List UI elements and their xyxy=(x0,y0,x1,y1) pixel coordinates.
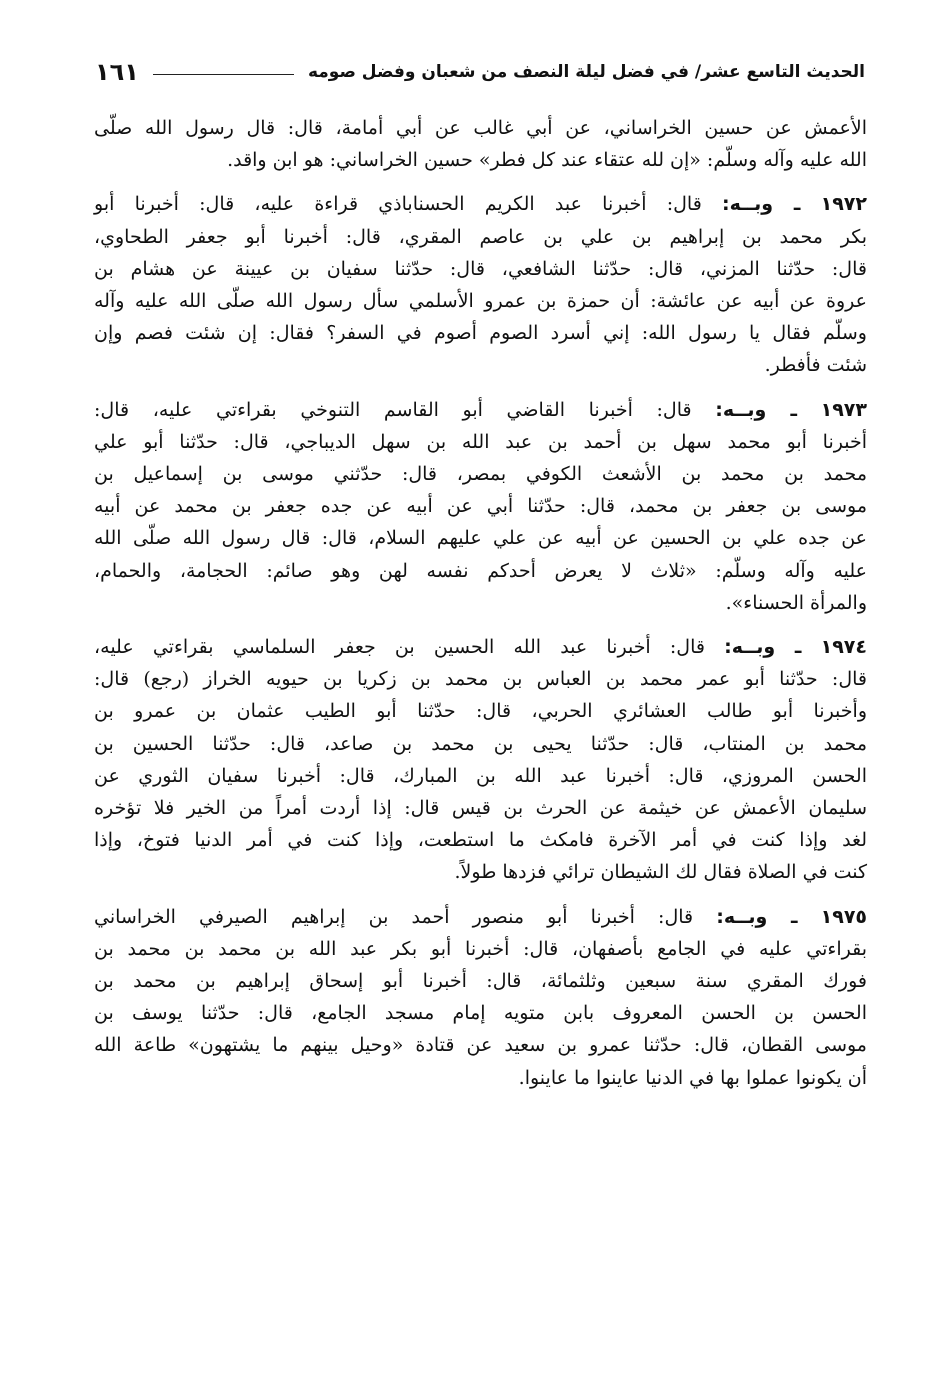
hadith-1973 xyxy=(94,394,867,619)
text-line: محمد بن محمد بن الأشعث الكوفي بمصر، قال: حدّثني موسى بن إسماعيل بن xyxy=(94,463,867,486)
header-rule xyxy=(153,74,294,75)
hadith-number: ١٩٧٥ xyxy=(820,905,868,928)
text-segment: قال: أخبرنا عبد الله الحسين بن جعفر السلماسي بقراءتي عليه، xyxy=(94,636,705,659)
wabihi-marker: ـ وبــه: xyxy=(724,636,802,659)
text-line: وأخبرنا أبو طالب العشائري الحربي، قال: حدّثنا أبو الطيب عثمان بن عمرو بن xyxy=(94,700,867,723)
text-line: بكر محمد بن إبراهيم بن علي بن عاصم المقري، قال: أخبرنا أبو جعفر الطحاوي، xyxy=(94,225,867,248)
text-segment: قال: أخبرنا القاضي أبو القاسم التنوخي بقراءتي عليه، قال: xyxy=(94,398,692,421)
text-line: موسى بن جعفر بن محمد، قال: حدّثنا أبي عن أبيه عن جده جعفر بن محمد عن أبيه xyxy=(94,495,867,518)
text-segment: قال: أخبرنا أبو منصور أحمد بن إبراهيم الصيرفي الخراساني xyxy=(94,905,694,928)
text-line: شئت فأفطر. xyxy=(764,354,867,377)
hadith-number: ١٩٧٣ xyxy=(820,398,867,421)
wabihi-marker: ـ وبــه: xyxy=(715,398,797,421)
text-line xyxy=(94,901,867,933)
text-line: قال: حدّثنا المزني، قال: حدّثنا الشافعي، قال: حدّثنا سفيان بن عيينة عن هشام بن xyxy=(94,257,867,280)
text-line xyxy=(94,631,867,663)
text-line: سليمان الأعمش عن خيثمة عن الحرث بن قيس قال: إذا أردت أمراً من الخير فلا تؤخره xyxy=(94,797,867,820)
text-line xyxy=(94,394,867,426)
wabihi-marker: ـ وبــه: xyxy=(722,193,801,216)
text-line: أخبرنا أبو محمد سهل بن أحمد بن عبد الله بن سهل الديباجي، قال: حدّثنا أبو علي xyxy=(94,430,867,453)
text-line: الحسن المروزي، قال: أخبرنا عبد الله بن المبارك، قال: أخبرنا سفيان الثوري عن xyxy=(94,764,867,787)
text-line: عليه وآله وسلّم: «ثلاث لا يعرض أحدكم نفسه لهن وهو صائم: الحجامة، والحمام، xyxy=(94,559,867,582)
text-line: عروة عن أبيه عن عائشة: أن حمزة بن عمرو الأسلمي سأل رسول الله صلّى الله عليه وآله xyxy=(94,290,867,313)
text-line: موسى القطان، قال: حدّثنا عمرو بن سعيد عن قتادة «وحيل بينهم ما يشتهون» طاعة الله xyxy=(94,1034,867,1057)
text-line: محمد بن المنتاب، قال: حدّثنا يحيى بن محمد بن صاعد، قال: حدّثنا الحسين بن xyxy=(94,732,867,755)
paragraph-continuation xyxy=(94,112,867,176)
hadith-number: ١٩٧٤ xyxy=(820,636,867,659)
hadith-1975 xyxy=(94,901,867,1094)
text-line: لغد وإذا كنت في أمر الآخرة فامكث ما استطعت، وإذا كنت في أمر الدنيا فتوخ، وإذا xyxy=(94,829,867,852)
hadith-number: ١٩٧٢ xyxy=(820,193,867,216)
text-segment: قال: أخبرنا عبد الكريم الحسناباذي قراءة عليه، قال: أخبرنا أبو xyxy=(94,193,702,216)
text-line: بقراءتي عليه في الجامع بأصفهان، قال: أخبرنا أبو بكر عبد الله بن محمد بن محمد بن xyxy=(94,937,867,960)
text-line: الله عليه وآله وسلّم: «إن لله عتقاء عند كل فطر» حسين الخراساني: هو ابن واقد. xyxy=(227,149,867,172)
hadith-1974 xyxy=(94,631,867,889)
running-header xyxy=(95,52,865,92)
page-body xyxy=(94,112,867,1106)
wabihi-marker: ـ وبــه: xyxy=(716,905,798,928)
text-line: فورك المقري سنة سبعين وثلثمائة، قال: أخبرنا أبو إسحاق إبراهيم بن محمد بن xyxy=(94,970,867,993)
text-line: عن جده علي بن الحسين عن أبيه عن علي عليهم السلام، قال: قال رسول الله صلّى الله xyxy=(94,527,867,550)
text-line: والمرأة الحسناء». xyxy=(725,591,867,614)
hadith-1972 xyxy=(94,188,867,381)
text-line: أن يكونوا عملوا بها في الدنيا عاينوا ما عاينوا. xyxy=(518,1066,867,1089)
page-number: ١٦١ xyxy=(95,58,139,86)
chapter-title: الحديث التاسع عشر/ في فضل ليلة النصف من شعبان وفضل صومه xyxy=(307,62,865,82)
text-line: وسلّم فقال يا رسول الله: إني أسرد الصوم أصوم في السفر؟ فقال: إن شئت فصم وإن xyxy=(94,322,867,345)
text-line: الحسن بن الحسن المعروف بابن متويه إمام مسجد الجامع، قال: حدّثنا يوسف بن xyxy=(94,1002,867,1025)
text-line: قال: حدّثنا أبو عمر محمد بن العباس بن محمد بن زكريا بن حيويه الخراز (رجع) قال: xyxy=(94,668,867,691)
text-line: كنت في الصلاة فقال لك الشيطان ترائي فزدها طولاً. xyxy=(454,861,867,884)
text-line xyxy=(94,188,867,220)
text-line: الأعمش عن حسين الخراساني، عن أبي غالب عن أبي أمامة، قال: قال رسول الله صلّى xyxy=(94,117,867,139)
